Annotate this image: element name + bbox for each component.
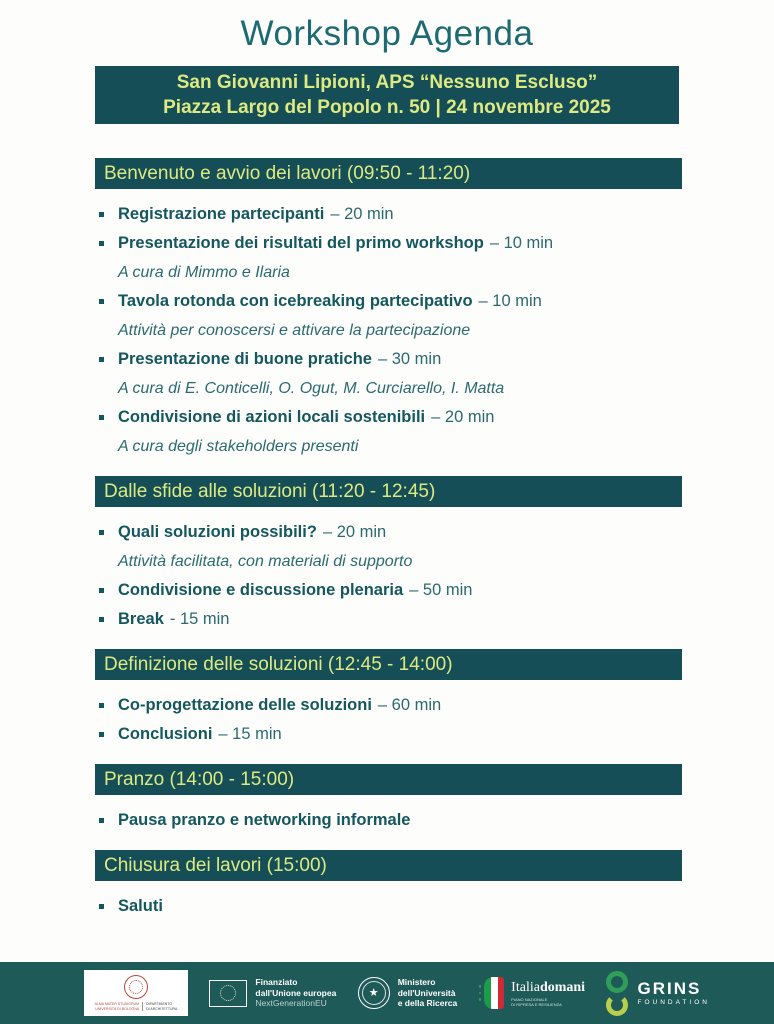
ministry-line3: e della Ricerca [397, 998, 458, 1009]
italiadomani-sub-line1: PIANO NAZIONALE [511, 996, 548, 1002]
ministry-line2: dell'Università [397, 987, 456, 998]
eu-text-line1: Finanziato [255, 977, 298, 988]
grins-mark-icon [606, 971, 628, 1016]
item-duration: – 15 min [218, 725, 282, 743]
eu-flag-icon [209, 980, 247, 1007]
ministry-line1: Ministero [397, 977, 436, 988]
item-duration: – 10 min [489, 234, 554, 252]
agenda-item [95, 345, 682, 374]
agenda-item [95, 403, 682, 432]
item-title: Co-progettazione delle soluzioni [118, 696, 372, 714]
item-title: Pausa pranzo e networking informale [118, 811, 411, 829]
unibo-name-line1: ALMA MATER STUDIORUM [94, 1002, 140, 1006]
agenda-list [95, 200, 682, 461]
item-title: Condivisione di azioni locali sostenibili [118, 408, 426, 426]
agenda-list [95, 892, 682, 921]
agenda-item [95, 691, 682, 720]
bullet-icon [99, 241, 104, 246]
agenda-item [95, 287, 682, 316]
agenda-item [95, 200, 682, 229]
flag-dots-icon [479, 983, 482, 1003]
item-note: A cura di Mimmo e Ilaria [118, 264, 290, 281]
bullet-icon [99, 212, 104, 217]
bullet-icon [99, 818, 104, 823]
ministry-logo [358, 977, 458, 1009]
item-duration: – 60 min [377, 696, 442, 714]
grins-foundation-logo [606, 971, 710, 1016]
bullet-icon [99, 530, 104, 535]
event-banner [95, 66, 679, 124]
section-pranzo [95, 764, 682, 835]
emblem-star-icon: ★ [368, 986, 379, 999]
section-header: Dalle sfide alle soluzioni (11:20 - 12:45) [95, 476, 682, 507]
item-duration: – 10 min [478, 292, 542, 310]
item-note: Attività facilitata, con materiali di supporto [118, 553, 413, 570]
item-title: Presentazione dei risultati del primo workshop [118, 234, 484, 252]
banner-line-location: San Giovanni Lipioni, APS “Nessuno Escluso” [176, 72, 598, 93]
bullet-icon [99, 904, 104, 909]
footer-logo-band [0, 962, 774, 1024]
section-benvenuto [95, 158, 682, 461]
item-note: A cura degli stakeholders presenti [118, 438, 359, 455]
agenda-item [95, 892, 682, 921]
item-title: Break [118, 610, 164, 628]
grins-wordmark: GRINS [637, 978, 702, 998]
item-duration: – 20 min [330, 205, 394, 223]
item-duration: – 50 min [409, 581, 473, 599]
section-definizione-soluzioni [95, 649, 682, 749]
item-title: Registrazione partecipanti [118, 205, 325, 223]
section-header: Pranzo (14:00 - 15:00) [95, 764, 682, 795]
bullet-icon [99, 357, 104, 362]
bullet-icon [99, 703, 104, 708]
item-title: Tavola rotonda con icebreaking partecipativo [118, 292, 473, 310]
item-duration: – 30 min [377, 350, 442, 368]
italy-flag-icon [484, 977, 504, 1009]
bullet-icon [99, 299, 104, 304]
item-title: Quali soluzioni possibili? [118, 523, 317, 541]
page-title: Workshop Agenda [240, 14, 534, 53]
agenda-item [95, 576, 682, 605]
eu-text-line2: dall'Unione europea [255, 987, 337, 998]
agenda-item [95, 806, 682, 835]
item-note: Attività per conoscersi e attivare la partecipazione [118, 322, 471, 339]
unibo-dept-line2: DI ARCHITETTURA [146, 1006, 178, 1011]
italiadomani-sub-line2: DI RIPRESA E RESILIENZA [511, 1001, 562, 1007]
eu-text-line3: NextGenerationEU [255, 998, 327, 1009]
agenda-list [95, 691, 682, 749]
agenda-list [95, 518, 682, 634]
agenda-item [95, 518, 682, 547]
unibo-seal-icon [124, 975, 148, 999]
item-title: Condivisione e discussione plenaria [118, 581, 404, 599]
section-sfide-soluzioni [95, 476, 682, 634]
section-header: Definizione delle soluzioni (12:45 - 14:00) [95, 649, 682, 680]
item-title: Presentazione di buone pratiche [118, 350, 372, 368]
italy-emblem-icon [358, 977, 390, 1009]
bullet-icon [99, 415, 104, 420]
italiadomani-wordmark: Italiadomani [511, 979, 586, 995]
banner-line-address-date: Piazza Largo del Popolo n. 50 | 24 novembre 2025 [163, 97, 611, 118]
item-duration: – 20 min [322, 523, 387, 541]
item-title: Conclusioni [118, 725, 213, 743]
unibo-name-line2: UNIVERSITÀ DI BOLOGNA [95, 1006, 140, 1011]
item-note: A cura di E. Conticelli, O. Ogut, M. Curciarello, I. Matta [118, 380, 505, 397]
item-duration: - 15 min [169, 610, 230, 628]
unibo-dept-line1: DIPARTIMENTO [146, 1002, 173, 1006]
eu-funding-logo [209, 977, 336, 1009]
agenda-content [95, 124, 682, 921]
section-chiusura [95, 850, 682, 921]
bullet-icon [99, 588, 104, 593]
bullet-icon [99, 617, 104, 622]
agenda-item [95, 605, 682, 634]
agenda-item [95, 229, 682, 258]
section-header: Benvenuto e avvio dei lavori (09:50 - 11:20) [95, 158, 682, 189]
grins-foundation-label: FOUNDATION [637, 998, 710, 1006]
section-header: Chiusura dei lavori (15:00) [95, 850, 682, 881]
unibo-logo [84, 970, 188, 1016]
agenda-list [95, 806, 682, 835]
italiadomani-logo [479, 977, 585, 1009]
agenda-item [95, 720, 682, 749]
item-title: Saluti [118, 897, 163, 915]
bullet-icon [99, 732, 104, 737]
item-duration: – 20 min [431, 408, 495, 426]
